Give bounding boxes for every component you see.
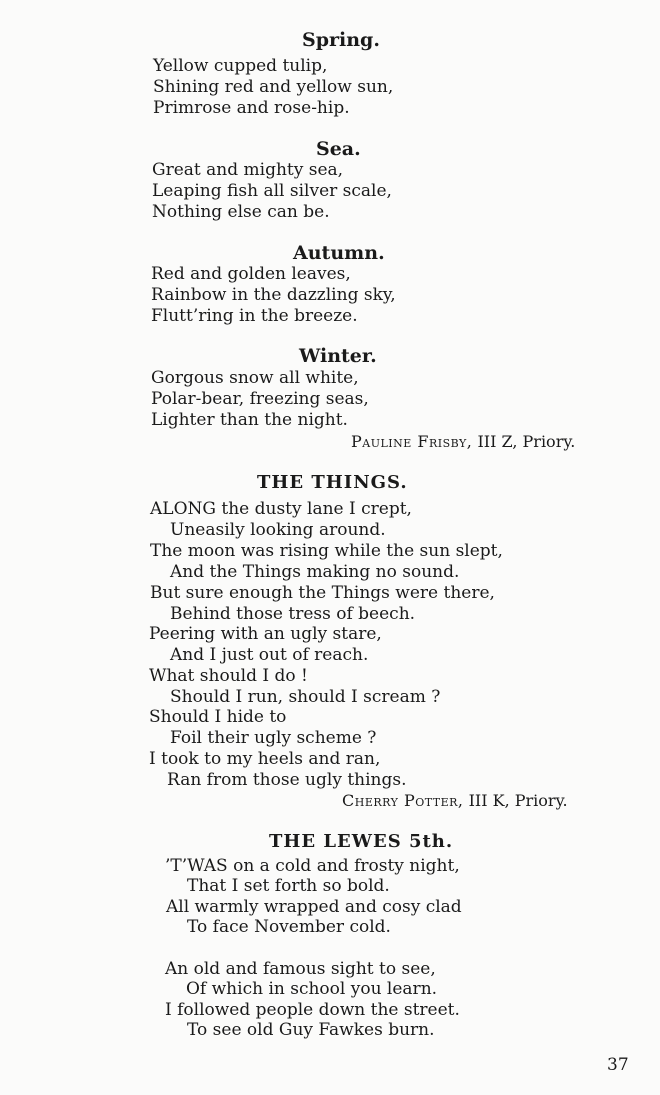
poem-line: What should I do ! [149, 666, 308, 686]
author-credit [342, 791, 568, 811]
poem-line: An old and famous sight to see, [165, 959, 436, 979]
poem-line: Nothing else can be. [152, 202, 330, 222]
poem-line: I took to my heels and ran, [149, 749, 381, 769]
poem-title-lewes: THE LEWES 5th. [269, 831, 454, 852]
poem-line: ’T’WAS on a cold and frosty night, [165, 856, 460, 876]
poem-line: Lighter than the night. [151, 410, 348, 430]
poem-title-winter: Winter. [299, 345, 377, 367]
poem-line: And the Things making no sound. [170, 562, 460, 582]
author-class: III Z, Priory. [477, 432, 576, 451]
poem-line: Should I run, should I scream ? [170, 687, 441, 707]
poem-line: The moon was rising while the sun slept, [150, 541, 503, 561]
author-name: Pauline Frisby, [351, 432, 473, 451]
poem-line: That I set forth so bold. [187, 876, 390, 896]
poem-line: Gorgous snow all white, [151, 368, 359, 388]
poem-line: ALONG the dusty lane I crept, [150, 499, 412, 519]
author-name: Cherry Potter, [342, 791, 464, 810]
poem-line: Flutt’ring in the breeze. [151, 306, 358, 326]
poem-line: Polar-bear, freezing seas, [151, 389, 369, 409]
poem-line: Uneasily looking around. [170, 520, 386, 540]
poem-line: And I just out of reach. [170, 645, 369, 665]
poem-line: Ran from those ugly things. [167, 770, 407, 790]
poem-line: Leaping fish all silver scale, [152, 181, 392, 201]
poem-line: Red and golden leaves, [151, 264, 351, 284]
poem-title-things: THE THINGS. [257, 472, 408, 493]
poem-line: Rainbow in the dazzling sky, [151, 285, 396, 305]
poem-title-spring: Spring. [302, 29, 380, 51]
poem-line: But sure enough the Things were there, [150, 583, 495, 603]
poem-line: I followed people down the street. [165, 1000, 460, 1020]
poem-title-autumn: Autumn. [293, 242, 385, 264]
poem-line: To face November cold. [187, 917, 391, 937]
poem-line: All warmly wrapped and cosy clad [166, 897, 462, 917]
poem-line: Foil their ugly scheme ? [170, 728, 377, 748]
author-class: III K, Priory. [468, 791, 568, 810]
poem-line: Great and mighty sea, [152, 160, 344, 180]
poem-line: Primrose and rose-hip. [153, 98, 350, 118]
poem-line: Behind those tress of beech. [170, 604, 416, 624]
poem-title-sea: Sea. [316, 138, 361, 160]
poem-line: Should I hide to [149, 707, 287, 727]
poem-line: Peering with an ugly stare, [149, 624, 382, 644]
author-credit [351, 432, 575, 452]
page-number: 37 [607, 1055, 629, 1075]
poem-line: Yellow cupped tulip, [153, 56, 328, 76]
poem-line: Of which in school you learn. [186, 979, 438, 999]
poem-line: Shining red and yellow sun, [153, 77, 394, 97]
poem-line: To see old Guy Fawkes burn. [187, 1020, 435, 1040]
